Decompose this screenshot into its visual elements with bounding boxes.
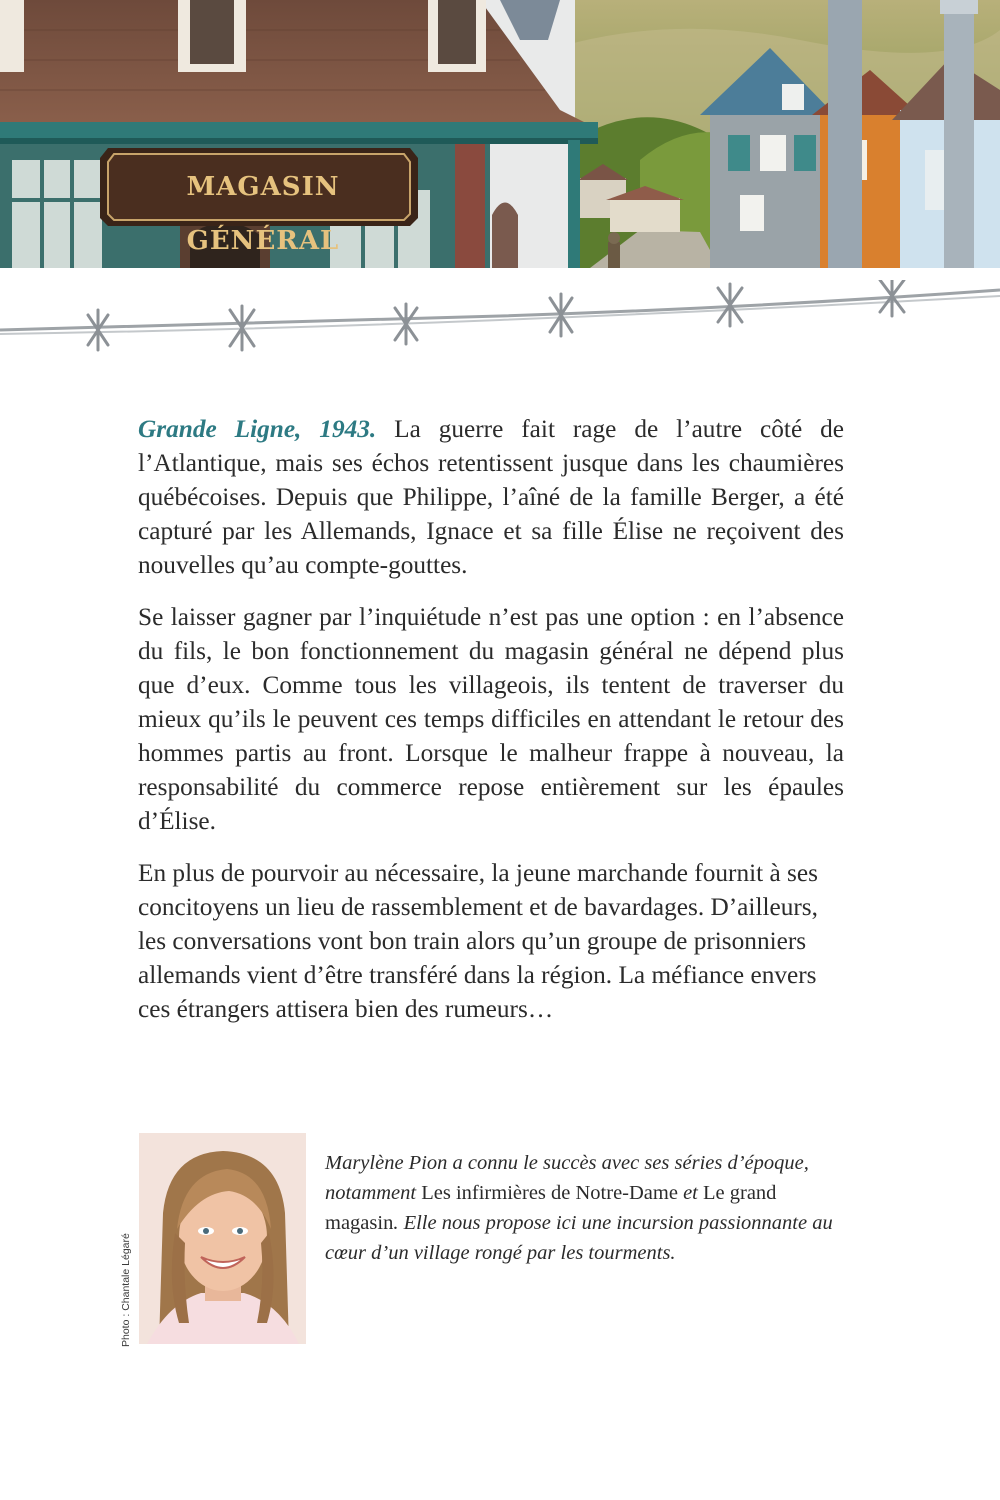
cover-banner-illustration [0,0,1000,268]
author-bio [325,1148,845,1268]
author-photo [139,1133,306,1344]
synopsis-lead: Grande Ligne, 1943. [138,415,377,443]
author-bio-part-1: Marylène Pion a connu le succès avec ses séries d’époque, notamment [325,1152,809,1204]
store-sign-text: MAGASIN GÉNÉRAL [186,172,340,256]
author-bio-part-2: et [677,1182,703,1204]
barbed-wire-divider [0,280,1000,370]
book-title-2: Le grand magasin [325,1182,777,1234]
author-portrait-illustration [139,1133,306,1344]
synopsis-paragraph-3: En plus de pourvoir au nécessaire, la jeune marchande fournit à ses concitoyens un lieu de rassemblement et de bavardages. D’ailleurs, les conversations vont bon train alors qu’un groupe de prisonniers allemands vient d’être transféré dans la région. La méfiance envers ces étrangers attisera bien des rumeurs… [138,859,818,1023]
book-title-1: Les infirmières de Notre-Dame [421,1182,678,1204]
synopsis-paragraph-2: Se laisser gagner par l’inquiétude n’est pas une option : en l’absence du fils, le bon fonctionnement du magasin général ne dépend plus que d’eux. Comme tous les villageois, ils tentent de traverser du mieux qu’ils le peuvent ces temps difficiles en attendant le retour des hommes partis au front. Lorsque le malheur frappe à nouveau, la responsabilité du commerce repose entièrement sur les épaules d’Élise. [138,603,844,835]
synopsis-paragraph-1-text: La guerre fait rage de l’autre côté de l’Atlantique, mais ses échos retentissent jusque dans les chaumières québécoises. Depuis que Philippe, l’aîné de la famille Berger, a été capturé par les Allemands, Ignace et sa fille Élise ne reçoivent des nouvelles qu’au compte-gouttes. [138,415,844,579]
author-bio-part-3: . Elle nous propose ici une incursion passionnante au cœur d’un village rongé par les tourments. [325,1212,833,1264]
photo-credit: Photo : Chantale Légaré [120,1233,132,1347]
synopsis-paragraph-1 [138,412,844,582]
back-cover-synopsis [138,412,844,1044]
